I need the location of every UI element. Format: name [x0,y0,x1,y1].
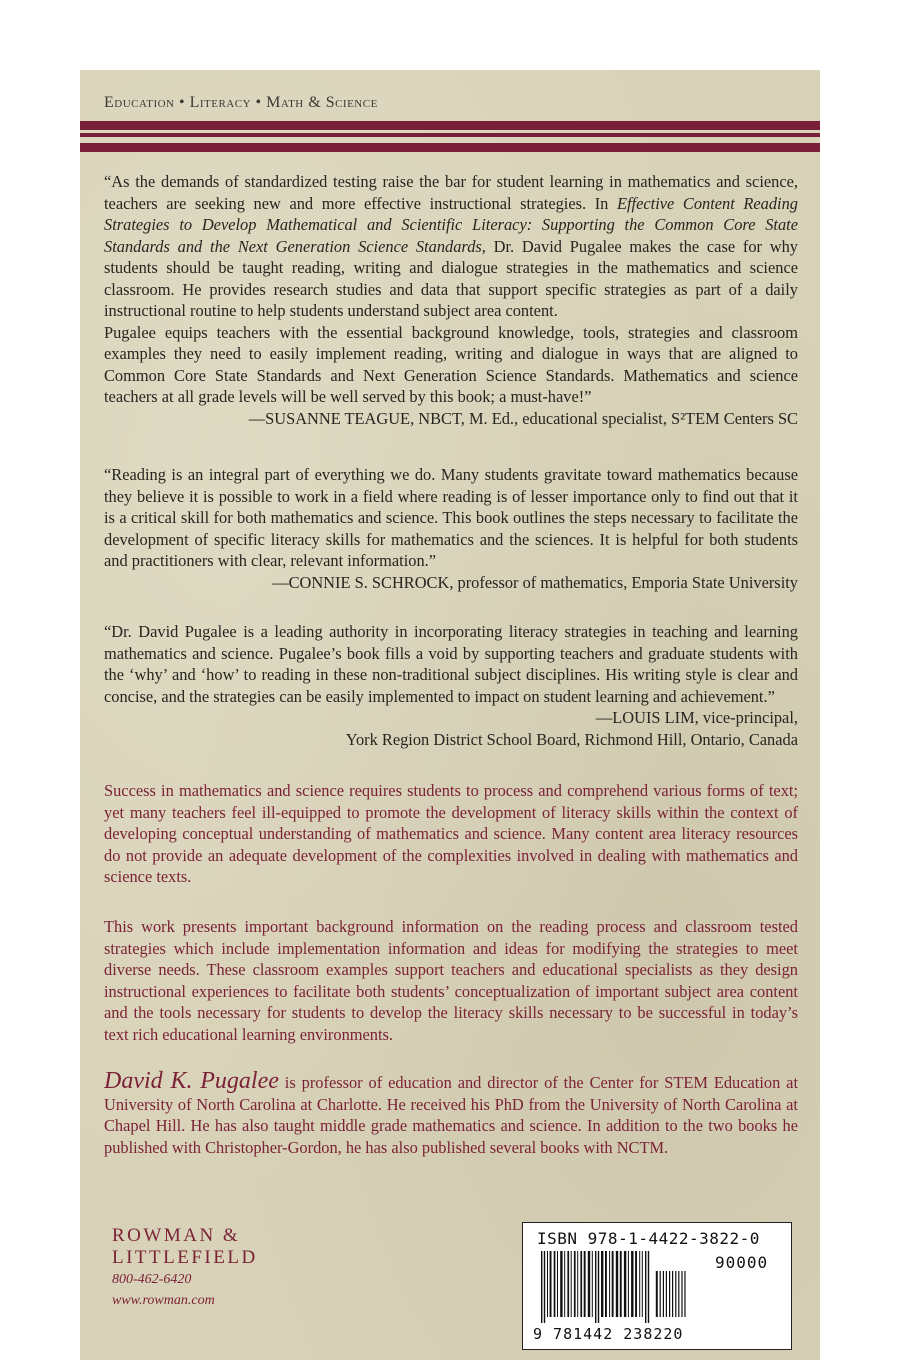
barcode-bar [595,1251,596,1323]
barcode-bar [580,1251,582,1317]
stripe-top [80,121,820,130]
author-bio-text: is professor of education and director of the Center for STEM Education at University of North Carolina at Charlotte. He received his PhD from the University of North Carolina at Chapel Hill. He has also taught middle grade mathematics and science. In addition to the two books he published with Christopher-Gordon, he has also published several books with NCTM. [104,1073,798,1157]
publisher-block [112,1225,258,1311]
barcode-bar [550,1251,552,1317]
barcode-bar [663,1271,664,1317]
barcode-bar [624,1251,626,1317]
barcode-bar [598,1251,599,1323]
barcode-bar [669,1271,670,1317]
price-code: 90000 [715,1253,769,1272]
barcode-bar [544,1251,545,1323]
barcode-bar [605,1251,607,1317]
stripe-bottom [80,143,820,152]
barcode-bar [675,1271,676,1317]
isbn-barcode [522,1222,792,1350]
endorsement-lim [104,621,798,750]
author-bio [104,1068,798,1158]
stripe-middle [80,133,820,137]
endorsement-attribution: York Region District School Board, Richmond Hill, Ontario, Canada [345,729,798,749]
series-line: Education • Literacy • Math & Science [104,94,378,111]
barcode-bar [541,1251,542,1323]
endorsement-schrock [104,464,798,593]
barcode-bar [648,1251,649,1323]
endorsement-attribution: —SUSANNE TEAGUE, NBCT, M. Ed., educational specialist, S²TEM Centers SC [248,408,798,428]
barcode-bar [557,1251,558,1317]
publisher-logo-text: ROWMAN & LITTLEFIELD [112,1225,258,1268]
barcode-bar [635,1251,637,1317]
barcode-bar [642,1251,643,1317]
barcode-bar [564,1251,565,1317]
author-name: David K. Pugalee [104,1068,279,1094]
barcode-bar [672,1271,673,1317]
publisher-url: www.rowman.com [112,1293,215,1308]
endorsement-paragraph: “Reading is an integral part of everything we do. Many students gravitate toward mathematics because they believe it is possible to work in a field where reading is of lesser importance only to find out that it is a critical skill for both mathematics and science. This book outlines the steps necessary to facilitate the development of specific literacy skills for mathematics and the sciences. It is helpful for both students and practitioners with clear, relevant information.” [104,465,798,570]
barcode-bar [584,1251,586,1317]
isbn-label: ISBN 978-1-4422-3822-0 [537,1229,760,1248]
barcode-bar [656,1271,658,1317]
endorsement-paragraph: Pugalee equips teachers with the essential background knowledge, tools, strategies and classroom examples they need to easily implement reading, writing and dialogue in ways that are aligned to Common Core State Standards and Next Generation Science Standards. Mathematics and science teachers at all grade levels will be well served by this book; a must-have!” [104,322,798,406]
endorsement-paragraph: “As the demands of standardized testing raise the bar for student learning in mathematics and science, teachers are seeking new and more effective instructional strategies. In Effective Content Reading Strategies to Develop Mathematical and Scientific Literacy: Supporting the Common Core State Standards and the Next Generation Science Standards, Dr. David Pugalee makes the case for why students should be taught reading, writing and dialogue strategies in the mathematics and science classroom. He provides research studies and data that support specific strategies as part of a daily instructional routine to help students understand subject area content. [104,172,799,320]
barcode-bar [612,1251,614,1317]
barcode-bar [567,1251,569,1317]
barcode-bar [609,1251,610,1317]
barcode-bar [571,1251,572,1317]
barcode-bar [620,1251,622,1317]
barcode-bar [601,1251,603,1317]
barcode-bar [678,1271,679,1317]
endorsement-paragraph: “Dr. David Pugalee is a leading authority in incorporating literacy strategies in teaching and learning mathematics and science. Pugalee’s book fills a void by supporting teachers and graduate students with the ‘why’ and ‘how’ to reading in these non-traditional subject disciplines. His writing style is clear and concise, and the strategies can be easily implemented to impact on student learning and achievement.” [104,622,798,706]
barcode-bar [660,1271,661,1317]
back-cover [80,70,820,1360]
description-paragraph: This work presents important background information on the reading process and classroom tested strategies which include implementation information and ideas for modifying the strategies to meet diverse needs. These classroom examples support teachers and educational specialists as they design instructional experiences to facilitate both students’ conceptualization of important subject area content and the tools necessary for students to develop the literacy skills necessary to be successful in today’s text rich educational learning environments. [104,917,798,1044]
endorsement-attribution: —CONNIE S. SCHROCK, professor of mathematics, Emporia State University [272,572,798,592]
barcode-bar [631,1251,633,1317]
barcode-bar [588,1251,590,1317]
barcode-bar [628,1251,629,1317]
barcode-bar [574,1251,576,1317]
description-paragraph: Success in mathematics and science requires students to process and comprehend various forms of text; yet many teachers feel ill-equipped to promote the development of literacy skills within the context of developing conceptual understanding of mathematics and science. Many content area literacy resources do not provide an adequate development of the complexities involved in dealing with mathematics and science texts. [104,781,798,886]
barcode-bar [681,1271,682,1317]
barcode-bar [554,1251,556,1317]
barcode-bar [560,1251,562,1317]
book-title: Effective Content Reading Strategies to Develop Mathematical and Scientific Literacy: Supporting the Common Core State Standards and the Next Generation Science Standards [104,193,799,256]
ean-digits: 9 781442 238220 [533,1325,684,1343]
endorsement-attribution: —LOUIS LIM, vice-principal, [595,708,798,727]
barcode-bar [592,1251,593,1317]
barcode-bar [666,1271,667,1317]
barcode-bar [684,1271,685,1317]
barcode-bar [616,1251,618,1317]
barcode-bar [547,1251,548,1317]
barcode-bar [645,1251,646,1323]
barcode-bar [577,1251,578,1317]
barcode-bar [639,1251,640,1317]
endorsement-teague [104,171,798,429]
publisher-phone: 800-462-6420 [112,1272,192,1287]
